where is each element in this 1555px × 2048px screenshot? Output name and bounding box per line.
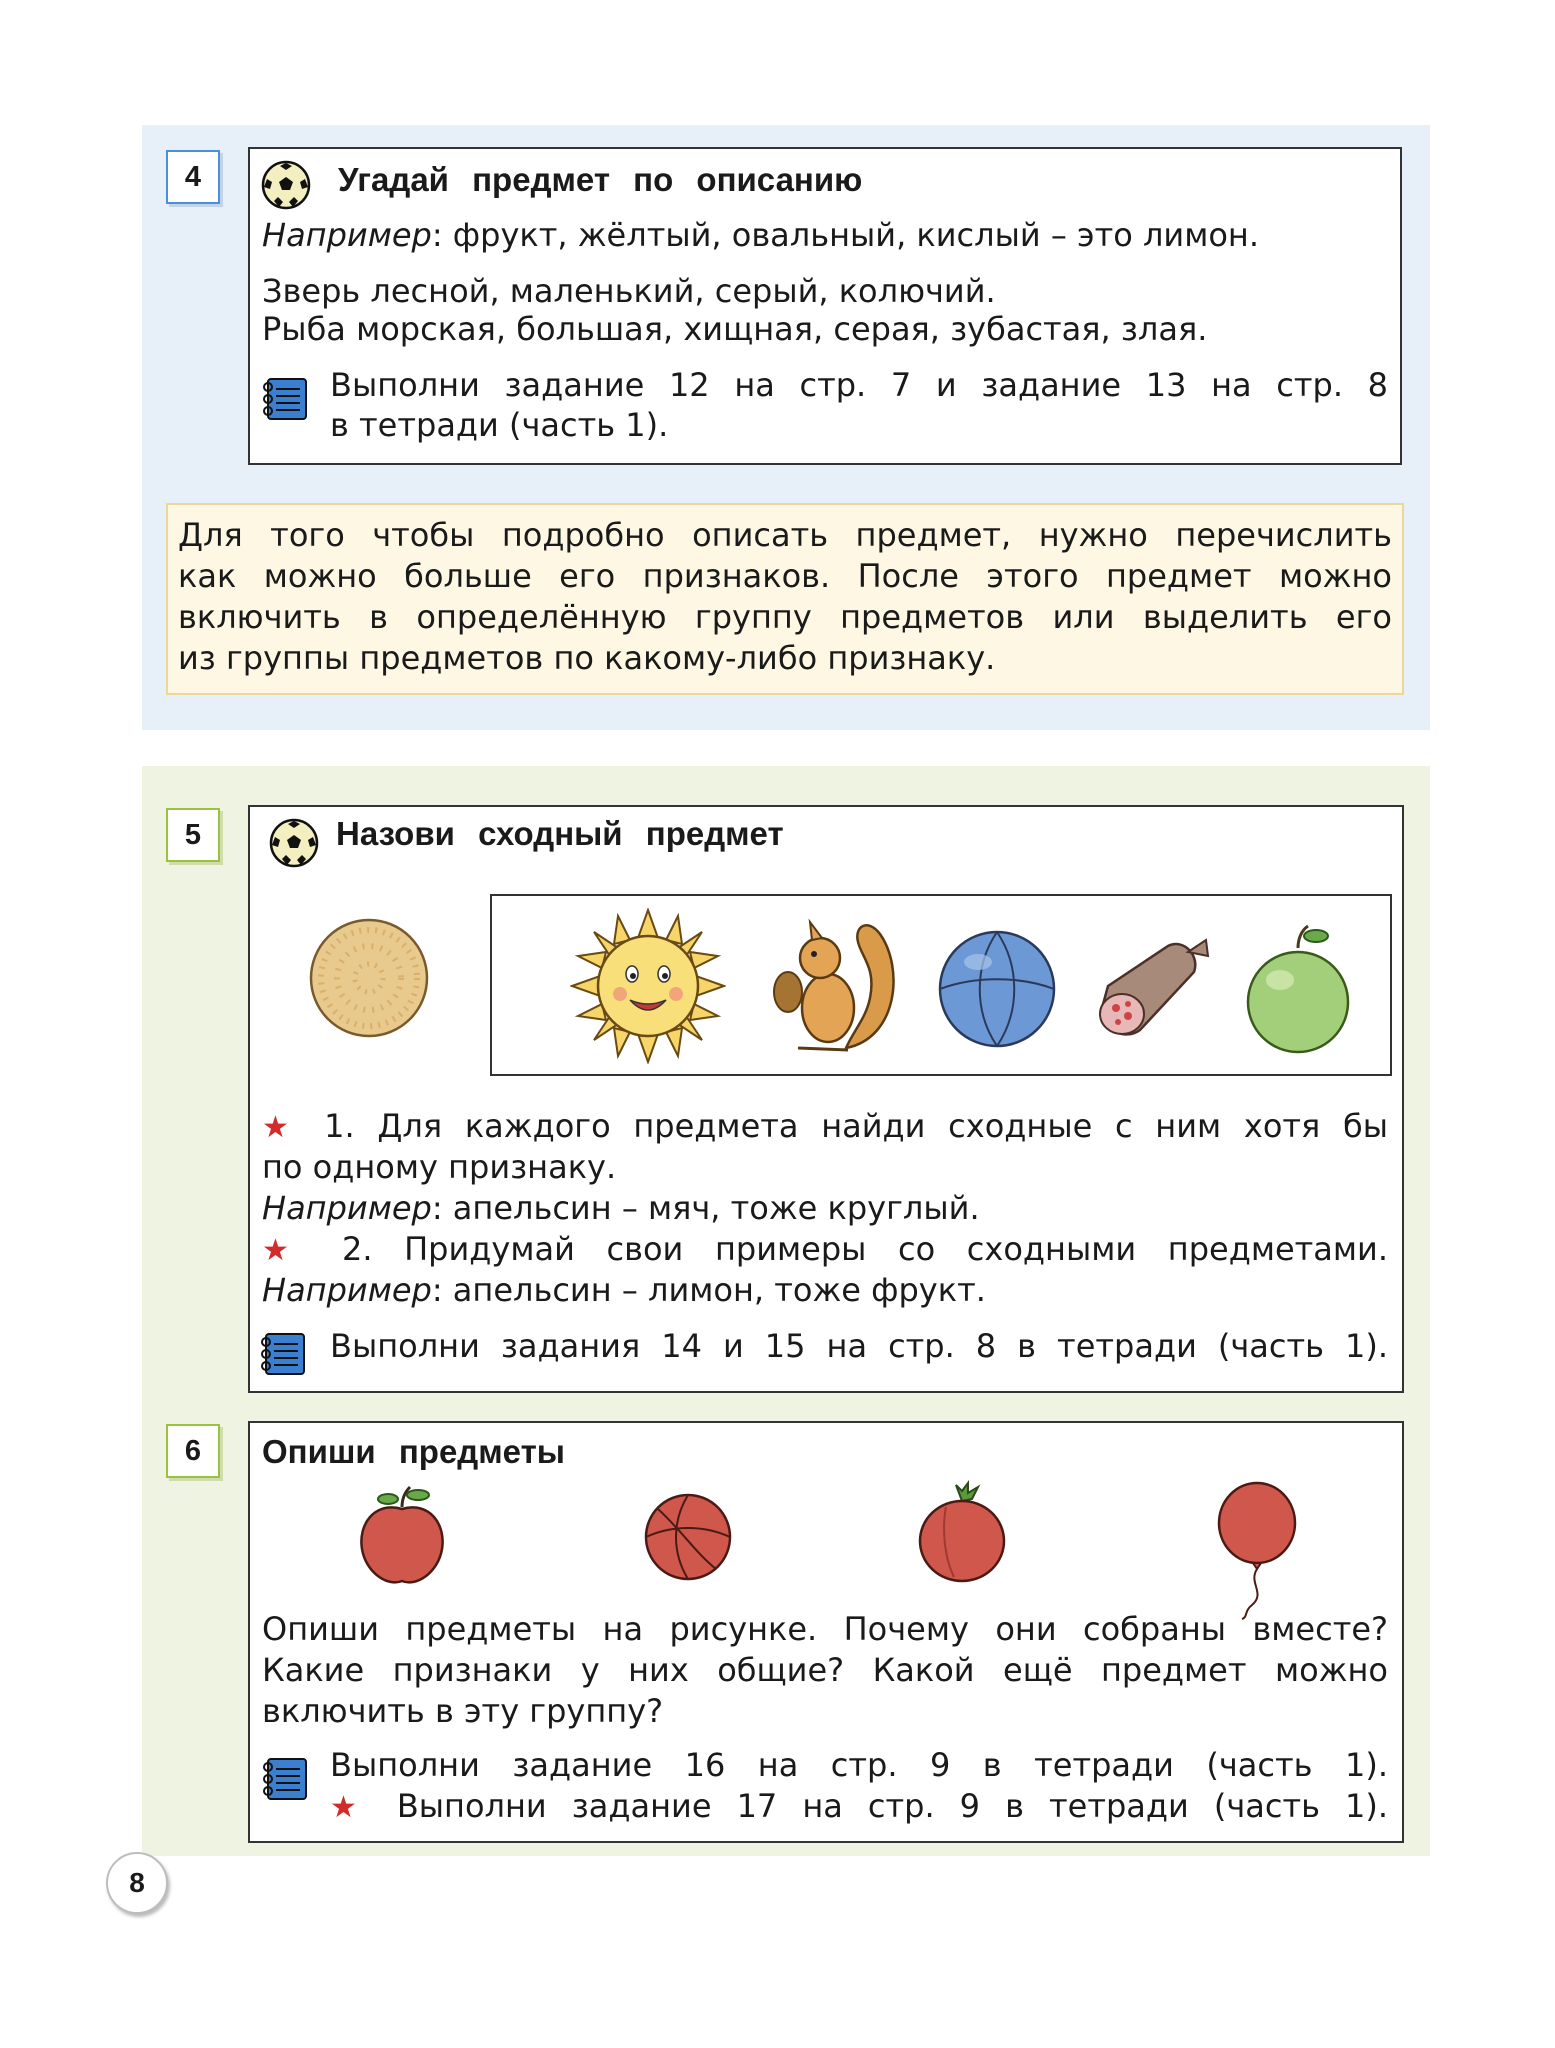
task-number-6: 6 — [166, 1424, 220, 1478]
task-4-title: Угадай предмет по описанию — [338, 161, 863, 198]
sausage-icon — [1088, 926, 1214, 1052]
task-6-question-line-3: включить в эту группу? — [262, 1692, 664, 1730]
example-label: Например — [262, 1271, 432, 1309]
task-5-example-2 — [262, 1270, 986, 1310]
task-5-question-1-line-1 — [262, 1106, 1388, 1148]
example-text: : апельсин – лимон, тоже фрукт. — [431, 1271, 986, 1309]
ball-icon — [934, 926, 1060, 1052]
task-5-title: Назови сходный предмет — [336, 815, 784, 852]
example-text: : фрукт, жёлтый, овальный, кислый – это лимон. — [431, 216, 1260, 254]
task-6-workbook-2 — [330, 1786, 1388, 1828]
rule-line-3: включить в определённую группу предметов или выделить его — [178, 598, 1392, 636]
task-6-workbook-1: Выполни задание 16 на стр. 9 в тетради (часть 1). — [330, 1746, 1388, 1784]
task-number-5: 5 — [166, 808, 220, 862]
rule-box — [166, 503, 1404, 695]
task-5-question-2 — [262, 1229, 1388, 1271]
orange-icon — [306, 915, 432, 1041]
example-text: : апельсин – мяч, тоже круглый. — [431, 1189, 980, 1227]
task-5-example-1 — [262, 1188, 980, 1228]
rule-line-4: из группы предметов по какому-либо признаку. — [178, 639, 996, 677]
workbook-icon — [258, 1330, 308, 1378]
star-icon: ★ — [262, 1110, 302, 1145]
task-6-question-line-1: Опиши предметы на рисунке. Почему они собраны вместе? — [262, 1610, 1388, 1648]
rule-line-1: Для того чтобы подробно описать предмет, нужно перечислить — [178, 516, 1392, 554]
task-5-image-strip — [490, 894, 1392, 1076]
squirrel-icon — [758, 908, 904, 1064]
rule-line-2: как можно больше его признаков. После этого предмет можно — [178, 557, 1392, 595]
task-4-workbook-line-1: Выполни задание 12 на стр. 7 и задание 13 на стр. 8 — [330, 366, 1388, 404]
workbook-icon — [260, 375, 310, 423]
task-4-riddle-2: Рыба морская, большая, хищная, серая, зубастая, злая. — [262, 310, 1208, 348]
task-5-question-1-text: 1. Для каждого предмета найди сходные с ним хотя бы — [324, 1107, 1388, 1145]
sun-icon — [570, 908, 726, 1064]
apple-icon — [354, 1481, 450, 1591]
task-6-workbook-2-text: Выполни задание 17 на стр. 9 в тетради (часть 1). — [396, 1787, 1389, 1825]
example-label: Например — [262, 216, 432, 254]
star-icon: ★ — [330, 1790, 372, 1825]
task-4-riddle-1: Зверь лесной, маленький, серый, колючий. — [262, 272, 996, 310]
task-6-title: Опиши предметы — [262, 1433, 565, 1470]
ball-icon — [642, 1491, 734, 1583]
task-4-workbook-line-2: в тетради (часть 1). — [330, 406, 669, 444]
task-4-box — [248, 147, 1402, 465]
task-4-example — [262, 215, 1259, 255]
workbook-icon — [260, 1755, 310, 1803]
task-number-4: 4 — [166, 150, 220, 204]
example-label: Например — [262, 1189, 432, 1227]
task-5-question-1-line-2: по одному признаку. — [262, 1148, 617, 1186]
tomato-icon — [916, 1477, 1008, 1585]
task-6-question-line-2: Какие признаки у них общие? Какой ещё предмет можно — [262, 1651, 1388, 1689]
soccer-ball-icon — [260, 159, 312, 211]
page-number: 8 — [106, 1852, 168, 1914]
soccer-ball-icon — [268, 817, 320, 869]
task-5-question-2-text: 2. Придумай свои примеры со сходными предметами. — [341, 1230, 1389, 1268]
task-5-workbook: Выполни задания 14 и 15 на стр. 8 в тетради (часть 1). — [330, 1327, 1388, 1365]
task-6-box — [248, 1421, 1404, 1843]
balloon-icon — [1212, 1481, 1302, 1621]
apple-icon — [1232, 918, 1362, 1058]
star-icon: ★ — [262, 1233, 311, 1268]
